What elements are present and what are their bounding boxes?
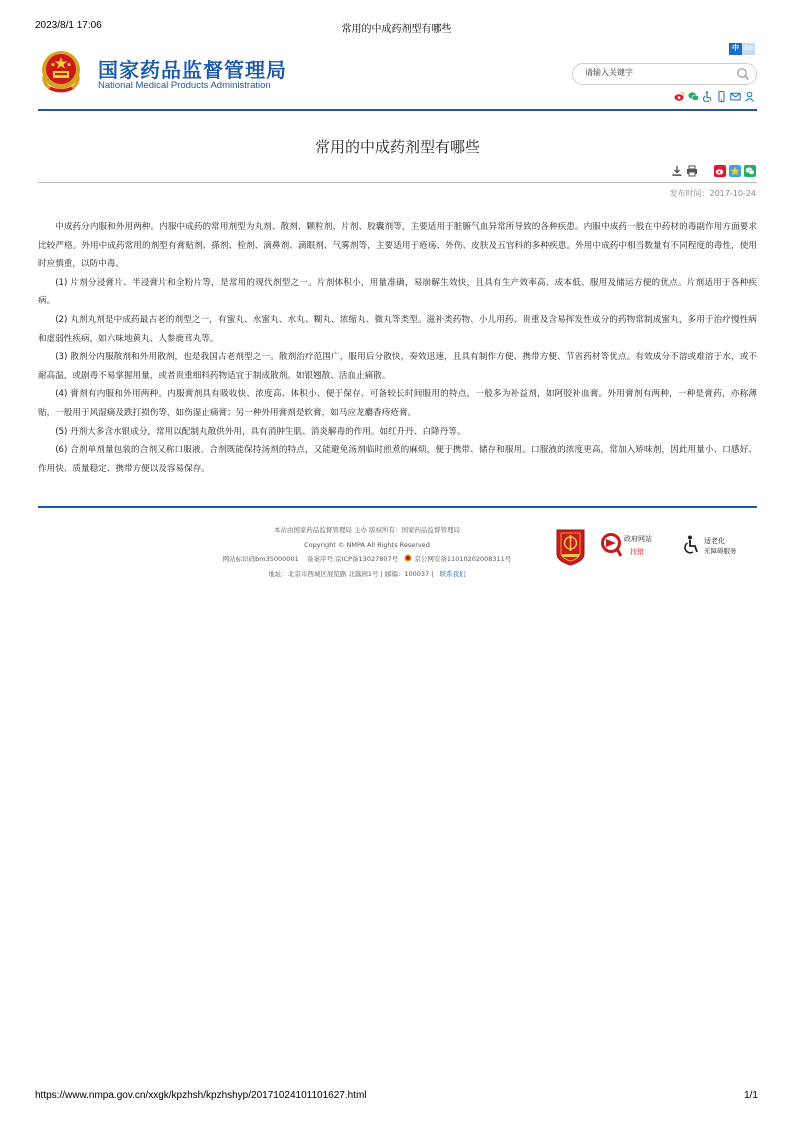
search-box bbox=[572, 63, 757, 85]
download-icon[interactable] bbox=[671, 165, 683, 177]
article-tools bbox=[671, 163, 756, 179]
weibo-icon[interactable] bbox=[674, 87, 685, 98]
contact-us-link[interactable]: 联系我们 bbox=[439, 569, 466, 578]
publish-date bbox=[670, 188, 757, 199]
site-name-en[interactable]: National Medical Products Administration bbox=[98, 80, 271, 91]
article-paragraph: (2) 丸剂丸剂是中成药最古老的剂型之一，有蜜丸、水蜜丸、水丸、糊丸、浓缩丸、微丸等类型。滋补类药物、小儿用药、贵重及含易挥发性成分的药物常制成蜜丸，多用于治疗慢性病和虚弱性疾病，如六味地黄丸、人参鹿茸丸等。 bbox=[38, 314, 757, 344]
elderly-friendly-label: 适老化 bbox=[704, 537, 725, 545]
share-wechat-icon[interactable] bbox=[744, 165, 756, 177]
header-divider bbox=[38, 109, 757, 111]
footer-divider bbox=[38, 506, 757, 508]
article-paragraph: (1) 片剂分浸膏片、半浸膏片和全粉片等，是常用的现代剂型之一。片剂体积小，用量准确，易崩解生效快，且具有生产效率高、成本低、服用及储运方便的优点。片剂适用于各种疾病。 bbox=[38, 277, 757, 307]
article-body bbox=[38, 218, 757, 478]
share-qzone-icon[interactable] bbox=[729, 165, 741, 177]
wechat-icon[interactable] bbox=[688, 87, 699, 98]
accessibility-service-label: 无障碍服务 bbox=[704, 547, 737, 555]
footer-address-row bbox=[200, 567, 534, 582]
lang-en-button[interactable]: En bbox=[742, 43, 755, 55]
footer-copyright: Copyright © NMPA All Rights Reserved bbox=[304, 540, 430, 549]
party-organ-badge-icon[interactable] bbox=[555, 528, 586, 566]
print-icon[interactable] bbox=[686, 165, 698, 177]
footer-registration bbox=[200, 552, 534, 567]
article-paragraph: (5) 丹剂大多含水银成分，常用以配制丸散供外用，具有消肿生肌、消炎解毒的作用。如红升丹、白降丹等。 bbox=[55, 426, 466, 437]
user-icon[interactable] bbox=[744, 87, 755, 98]
print-datetime: 2023/8/1 17:06 bbox=[35, 20, 102, 31]
article-title: 常用的中成药剂型有哪些 bbox=[314, 138, 480, 156]
mail-icon[interactable] bbox=[730, 87, 741, 98]
print-page-title: 常用的中成药剂型有哪些 bbox=[341, 24, 452, 35]
elderly-accessibility-service[interactable] bbox=[682, 535, 752, 557]
footer-sponsor: 本站由国家药品监督管理局 主办 版权所有：国家药品监督管理局 bbox=[273, 526, 461, 534]
gov-site-find-icon bbox=[600, 532, 622, 558]
language-switch bbox=[729, 43, 755, 55]
article-paragraph: 中成药分内服和外用两种。内服中成药的常用剂型为丸剂、散剂、颗粒剂、片剂、胶囊剂等，主要适用于脏腑气血异常所导致的各种疾患。内服中成药一般在中药材的毒副作用方面要求比较严格。外用中成药常用的剂型有膏贴剂、搽剂、栓剂、滴鼻剂、滴眼剂、气雾剂等，主要适用于疮疡、外伤、皮肤及五官科的多种疾患。外用中成药中相当数量有不同程度的毒性，使用时应慎重，以防中毒。 bbox=[38, 222, 757, 270]
national-emblem-icon[interactable] bbox=[38, 48, 84, 94]
lang-zh-button[interactable]: 中 bbox=[729, 43, 742, 55]
gov-site-find-error[interactable] bbox=[600, 532, 662, 560]
search-icon[interactable] bbox=[736, 67, 750, 81]
share-weibo-icon[interactable] bbox=[714, 165, 726, 177]
gov-site-find-label: 找错 bbox=[630, 548, 644, 556]
print-page-number: 1/1 bbox=[744, 1090, 758, 1101]
article-paragraph: (3) 散剂分内服散剂和外用散剂，也是我国古老剂型之一。散剂治疗范围广，服用后分散快，奏效迅速，且具有制作方便、携带方便、节省药材等优点。有效成分不溶或难溶于水，或不耐高温，或剧毒不易掌握用量，或者贵重细料药物适宜于制成散剂。如银翘散、活血止痛散。 bbox=[38, 352, 757, 381]
header-tool-icons bbox=[674, 87, 755, 98]
wheelchair-icon bbox=[682, 535, 700, 555]
site-name-cn[interactable]: 国家药品监督管理局 bbox=[98, 58, 287, 82]
title-divider bbox=[38, 182, 757, 183]
site-header bbox=[38, 42, 757, 100]
gov-site-label: 政府网站 bbox=[624, 535, 652, 543]
accessibility-icon[interactable] bbox=[702, 87, 713, 98]
print-url: https://www.nmpa.gov.cn/xxgk/kpzhsh/kpzhshyp/20171024101101627.html bbox=[35, 1090, 367, 1101]
mobile-icon[interactable] bbox=[716, 87, 727, 98]
publish-date-label: 发布时间： bbox=[669, 189, 710, 198]
print-header bbox=[35, 20, 758, 34]
police-badge-icon bbox=[404, 554, 412, 562]
search-input[interactable] bbox=[585, 68, 725, 77]
publish-date-value: 2017-10-24 bbox=[709, 189, 756, 198]
footer-info bbox=[200, 523, 534, 581]
footer-icp[interactable]: 备案序号:京ICP备13027807号 bbox=[306, 555, 399, 564]
article-paragraph: (4) 膏剂有内服和外用两种。内服膏剂具有吸收快、浓度高、体积小、便于保存、可备较长时间服用的特点，一般多为补益剂，如阿胶补血膏。外用膏剂有两种，一种是膏药，亦称薄贴，一般用于风湿痛及跌打损伤等，如伤湿止痛膏；另一种外用膏剂是软膏，如马应龙麝香痔疮膏。 bbox=[38, 389, 757, 418]
footer-police[interactable]: 京公网安备11010202008311号 bbox=[414, 555, 512, 564]
footer-site-id: 网站标识码bm35000001 bbox=[222, 555, 299, 564]
article-paragraph: (6) 合剂单剂量包装的合剂又称口服液。合剂既能保持汤剂的特点，又能避免汤剂临时煎煮的麻烦，便于携带、储存和服用。口服液的浓度更高，常加入矫味剂，因此用量小、口感好、作用快、质量稳定、携带方便以及容易保存。 bbox=[38, 445, 757, 474]
footer-address: 地址：北京市西城区展览路 北露园1号 | 邮编：100037 | bbox=[268, 569, 434, 578]
